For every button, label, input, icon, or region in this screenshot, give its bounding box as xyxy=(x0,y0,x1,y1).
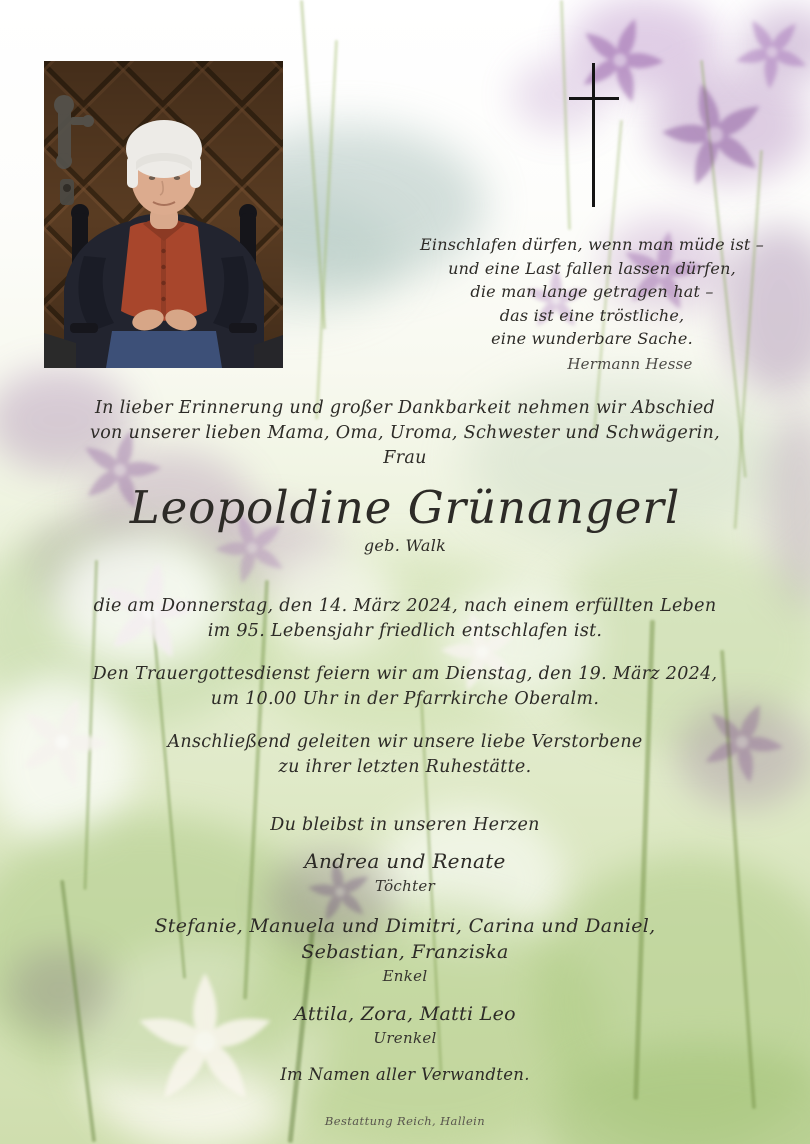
grandchildren-names: Sebastian, Franziska xyxy=(301,941,509,963)
quote-line: und eine Last fallen lassen dürfen, xyxy=(448,258,736,278)
grandchildren-relation: Enkel xyxy=(382,967,428,985)
quote-line: eine wunderbare Sache. xyxy=(491,329,693,348)
deceased-birth-name: geb. Walk xyxy=(363,536,447,555)
cross-icon xyxy=(569,63,619,207)
portrait-photo xyxy=(44,61,283,368)
passing-line: die am Donnerstag, den 14. März 2024, nach einem erfüllten Leben xyxy=(93,596,717,616)
grandchildren-names: Stefanie, Manuela und Dimitri, Carina und Daniel, xyxy=(154,915,656,937)
quote-line: die man lange getragen hat – xyxy=(470,282,714,301)
closing-line: Im Namen aller Verwandten. xyxy=(280,1065,530,1084)
procession-line: Anschließend geleiten wir unsere liebe Verstorbene xyxy=(167,732,643,752)
great-grandchildren-relation: Urenkel xyxy=(373,1029,437,1047)
intro-line: von unserer lieben Mama, Oma, Uroma, Schwester und Schwägerin, xyxy=(90,423,720,443)
great-grandchildren-names: Attila, Zora, Matti Leo xyxy=(294,1003,516,1025)
procession-line: zu ihrer letzten Ruhestätte. xyxy=(278,757,532,777)
jeans xyxy=(106,331,222,368)
quote-line: das ist eine tröstliche, xyxy=(499,305,685,325)
intro-line: In lieber Erinnerung und großer Dankbarkeit nehmen wir Abschied xyxy=(94,398,716,418)
funeral-home-credit: Bestattung Reich, Hallein xyxy=(324,1114,486,1128)
intro-line: Frau xyxy=(383,448,427,468)
deceased-name: Leopoldine Grünangerl xyxy=(129,481,681,534)
quote-line: Einschlafen dürfen, wenn man müde ist – xyxy=(420,235,764,254)
service-line: Den Trauergottesdienst feiern wir am Dienstag, den 19. März 2024, xyxy=(92,664,718,684)
farewell-line: Du bleibst in unseren Herzen xyxy=(270,815,540,835)
quote-block xyxy=(412,233,772,376)
white-hair xyxy=(126,120,202,188)
service-line: um 10.00 Uhr in der Pfarrkirche Oberalm. xyxy=(210,689,600,709)
daughters-names: Andrea und Renate xyxy=(304,849,506,873)
passing-line: im 95. Lebensjahr friedlich entschlafen ist. xyxy=(207,621,603,641)
daughters-relation: Töchter xyxy=(374,877,436,895)
quote-author: Hermann Hesse xyxy=(567,354,693,373)
